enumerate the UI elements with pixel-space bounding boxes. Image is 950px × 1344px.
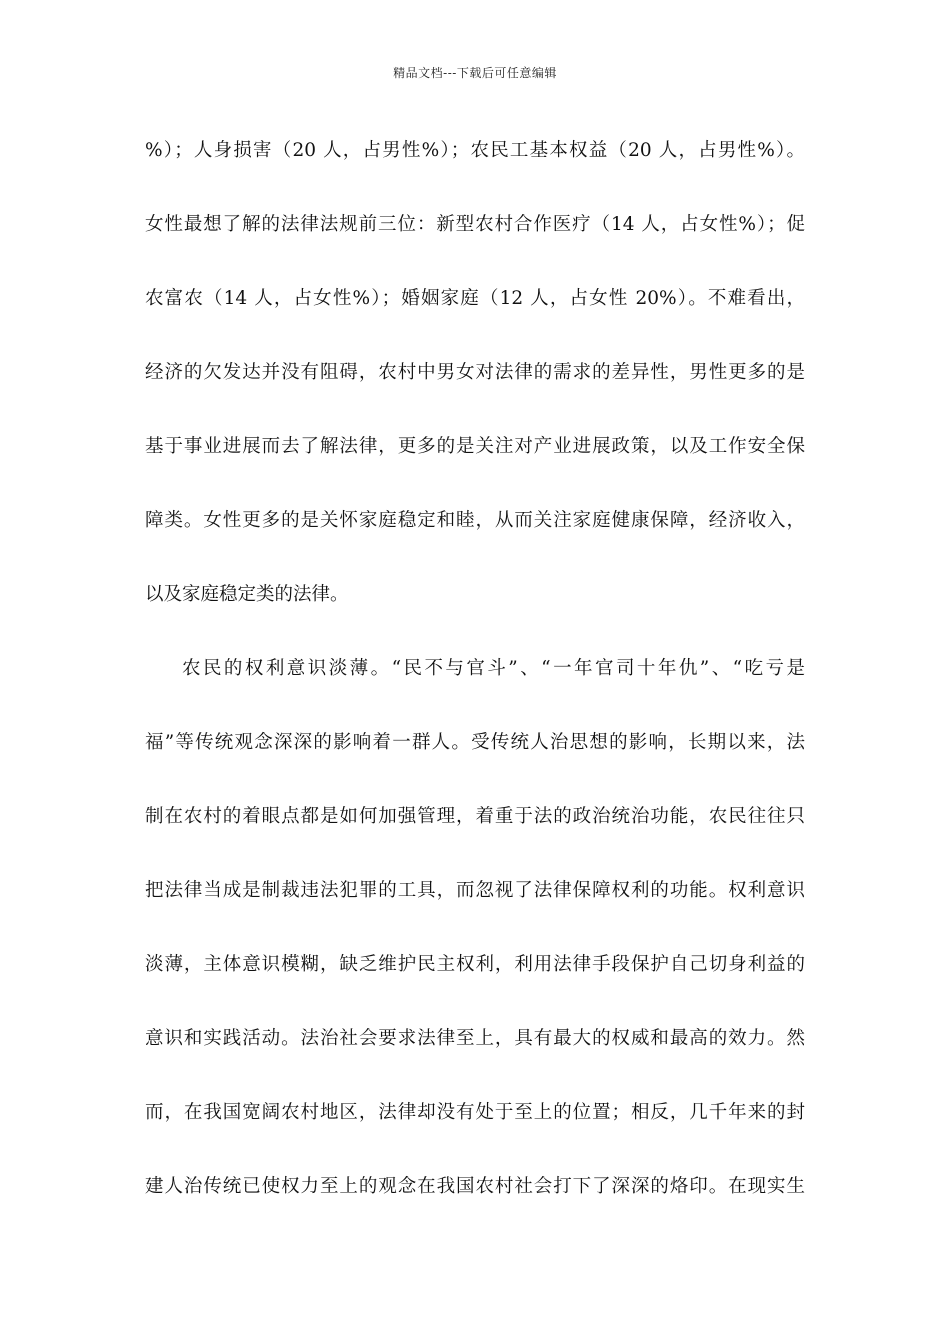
text-line: 福”等传统观念深深的影响着一群人。受传统人治思想的影响，长期以来，法 [145,732,805,753]
text-line: 农民的权利意识淡薄。“民不与官斗”、“一年官司十年仇”、“吃亏是 [182,658,805,679]
text-line: 意识和实践活动。法治社会要求法律至上，具有最大的权威和最高的效力。然 [145,1028,805,1049]
paragraph-1 [145,128,805,646]
text-line: 而，在我国宽阔农村地区，法律却没有处于至上的位置；相反，几千年来的封 [145,1102,805,1123]
text-line: 基于事业进展而去了解法律，更多的是关注对产业进展政策，以及工作安全保 [145,436,805,457]
text-line: 把法律当成是制裁违法犯罪的工具，而忽视了法律保障权利的功能。权利意识 [145,880,805,901]
text-line: 建人治传统已使权力至上的观念在我国农村社会打下了深深的烙印。在现实生 [145,1176,805,1197]
text-line: 障类。女性更多的是关怀家庭稳定和睦，从而关注家庭健康保障，经济收入， [145,510,805,531]
text-line: %）；人身损害（20 人，占男性%）；农民工基本权益（20 人，占男性%）。 [145,140,805,161]
text-line: 制在农村的着眼点都是如何加强管理，着重于法的政治统治功能，农民往往只 [145,806,805,827]
text-line: 农富农（14 人，占女性%）；婚姻家庭（12 人，占女性 20%）。不难看出， [145,288,805,309]
text-line: 经济的欠发达并没有阻碍，农村中男女对法律的需求的差异性，男性更多的是 [145,362,805,383]
page-header: 精品文档---下载后可任意编辑 [393,66,557,80]
text-line: 淡薄，主体意识模糊，缺乏维护民主权利，利用法律手段保护自己切身利益的 [145,954,805,975]
text-line: 以及家庭稳定类的法律。 [145,584,349,605]
document-body [145,128,805,1238]
text-line: 女性最想了解的法律法规前三位：新型农村合作医疗（14 人，占女性%）；促 [145,214,805,235]
paragraph-2 [145,646,805,1238]
